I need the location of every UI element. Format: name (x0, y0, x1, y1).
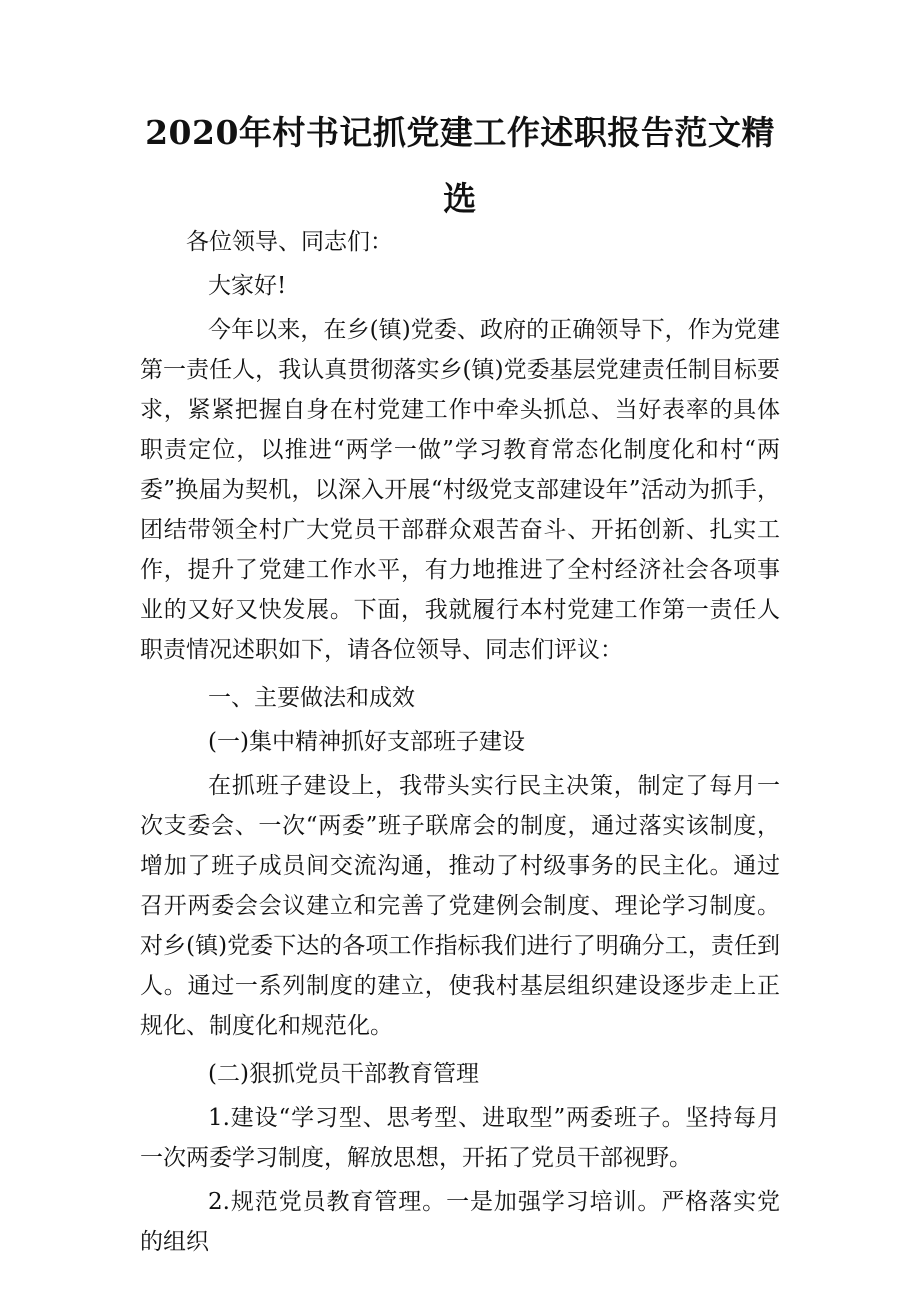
list-item-2: 2.规范党员教育管理。一是加强学习培训。严格落实党的组织 (140, 1189, 780, 1255)
document-title: 2020年村书记抓党建工作述职报告范文精选 (145, 113, 775, 218)
subsection-1-paragraph: 在抓班子建设上，我带头实行民主决策，制定了每月一次支委会、一次“两委”班子联席会的制度，通过落实该制度，增加了班子成员间交流沟通，推动了村级事务的民主化。通过召开两委会会议建立和完善了党建例会制度、理论学习制度。对乡(镇)党委下达的各项工作指标我们进行了明确分工，责任到人。通过一系列制度的建立，使我村基层组织建设逐步走上正规化、制度化和规范化。 (140, 773, 780, 1039)
section-heading-1: 一、主要做法和成效 (208, 685, 415, 711)
subsection-heading-1: (一)集中精神抓好支部班子建设 (208, 729, 525, 755)
intro-paragraph: 今年以来，在乡(镇)党委、政府的正确领导下，作为党建第一责任人，我认真贯彻落实乡(镇)党委基层党建责任制目标要求，紧紧把握自身在村党建工作中牵头抓总、当好表率的具体职责定位，以推进“两学一做”学习教育常态化制度化和村“两委”换届为契机，以深入开展“村级党支部建设年”活动为抓手，团结带领全村广大党员干部群众艰苦奋斗、开拓创新、扎实工作，提升了党建工作水平，有力地推进了全村经济社会各项事业的又好又快发展。下面，我就履行本村党建工作第一责任人职责情况述职如下，请各位领导、同志们评议： (140, 317, 780, 663)
list-item-1: 1.建设“学习型、思考型、进取型”两委班子。坚持每月一次两委学习制度，解放思想，开拓了党员干部视野。 (140, 1105, 780, 1171)
greeting: 大家好! (208, 273, 287, 299)
subsection-heading-2: (二)狠抓党员干部教育管理 (208, 1061, 479, 1087)
document-body (140, 222, 780, 1262)
salutation: 各位领导、同志们： (186, 229, 393, 255)
